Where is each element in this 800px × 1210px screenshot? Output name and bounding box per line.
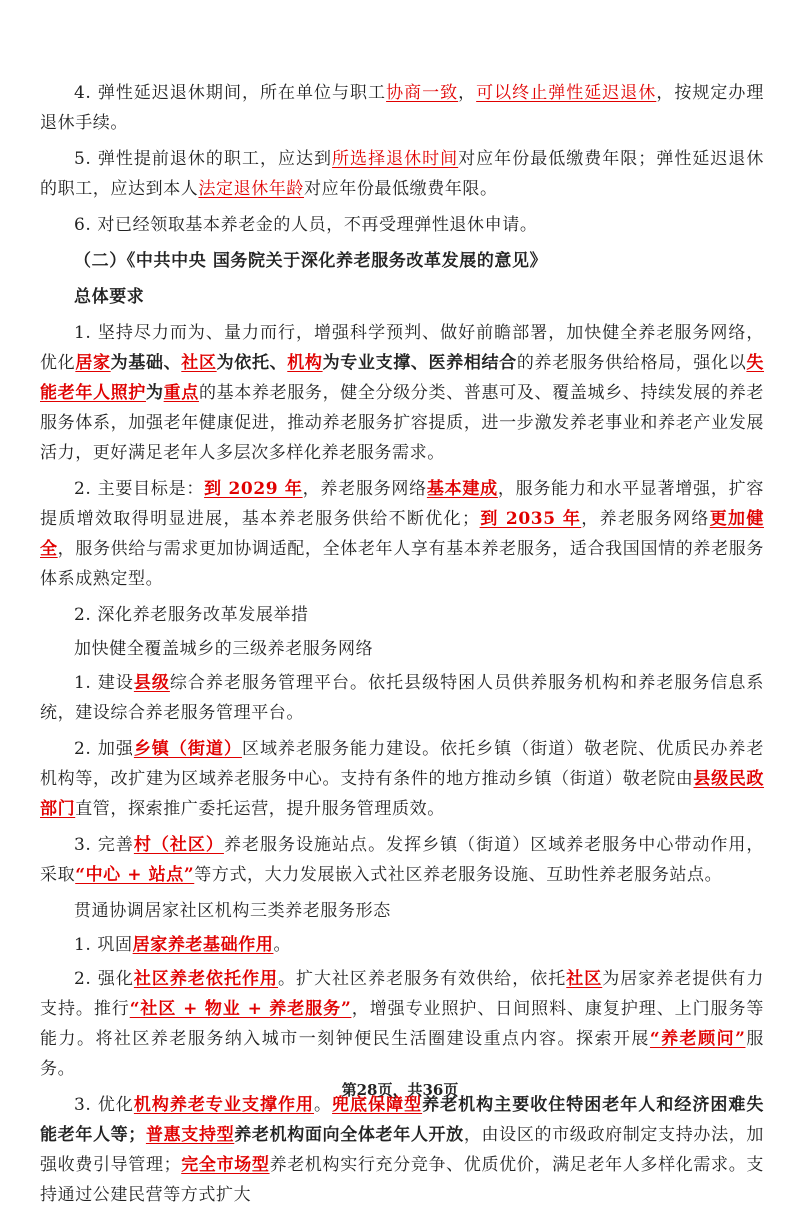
forms-item-2: 2. 强化社区养老依托作用。扩大社区养老服务有效供给，依托社区为居家养老提供有力支持。推行“社区 + 物业 + 养老服务”，增强专业照护、日间照料、康复护理、上门服务等能力。将社区养老服务纳入城市一刻钟便民生活圈建设重点内容。探索开展“养老顾问”服务。 [40,969,764,1079]
measures-title: 2. 深化养老服务改革发展举措 [74,605,309,625]
paragraph-4: 4. 弹性延迟退休期间，所在单位与职工协商一致，可以终止弹性延迟退休，按规定办理退休手续。 [40,83,764,133]
paragraph-5: 5. 弹性提前退休的职工，应达到所选择退休时间对应年份最低缴费年限；弹性延迟退休的职工，应达到本人法定退休年龄对应年份最低缴费年限。 [40,149,764,199]
paragraph-6: 6. 对已经领取基本养老金的人员，不再受理弹性退休申请。 [74,215,538,235]
overall-requirements-heading: 总体要求 [74,287,145,307]
network-item-3: 3. 完善村（社区）养老服务设施站点。发挥乡镇（街道）区域养老服务中心带动作用，采取“中心 + 站点”等方式，大力发展嵌入式社区养老服务设施、互助性养老服务站点。 [40,835,765,885]
network-title: 加快健全覆盖城乡的三级养老服务网络 [74,639,374,659]
network-item-2: 2. 加强乡镇（街道）区域养老服务能力建设。依托乡镇（街道）敬老院、优质民办养老机构等，改扩建为区域养老服务中心。支持有条件的地方推动乡镇（街道）敬老院由县级民政部门直管，探索推广委托运营，提升服务管理质效。 [40,739,765,819]
forms-item-3: 3. 优化机构养老专业支撑作用。兜底保障型养老机构主要收住特困老年人和经济困难失能老年人等；普惠支持型养老机构面向全体老年人开放，由设区的市级政府制定支持办法，加强收费引导管理；完全市场型养老机构实行充分竞争、优质优价，满足老年人多样化需求。支持通过公建民营等方式扩大 [40,1095,764,1205]
page-number-footer: 第28页，共36页 [341,1081,459,1099]
network-item-1: 1. 建设县级综合养老服务管理平台。依托县级特困人员供养服务机构和养老服务信息系统，建设综合养老服务管理平台。 [40,673,764,723]
general-requirement-2: 2. 主要目标是：到 2029 年，养老服务网络基本建成，服务能力和水平显著增强，扩容提质增效取得明显进展，基本养老服务供给不断优化；到 2035 年，养老服务网络更加健全，服务供给与需求更加协调适配，全体老年人享有基本养老服务，适合我国国情的养老服务体系成熟定型。 [40,479,765,589]
general-requirement-1: 1. 坚持尽力而为、量力而行，增强科学预判、做好前瞻部署，加快健全养老服务网络，优化居家为基础、社区为依托、机构为专业支撑、医养相结合的养老服务供给格局，强化以失能老年人照护为重点的基本养老服务，健全分级分类、普惠可及、覆盖城乡、持续发展的养老服务体系，加强老年健康促进，推动养老服务扩容提质，进一步激发养老事业和养老产业发展活力，更好满足老年人多层次多样化养老服务需求。 [40,323,765,463]
section-title: （二）《中共中央 国务院关于深化养老服务改革发展的意见》 [74,251,548,271]
forms-item-1: 1. 巩固居家养老基础作用。 [74,935,292,955]
forms-title: 贯通协调居家社区机构三类养老服务形态 [74,901,391,921]
